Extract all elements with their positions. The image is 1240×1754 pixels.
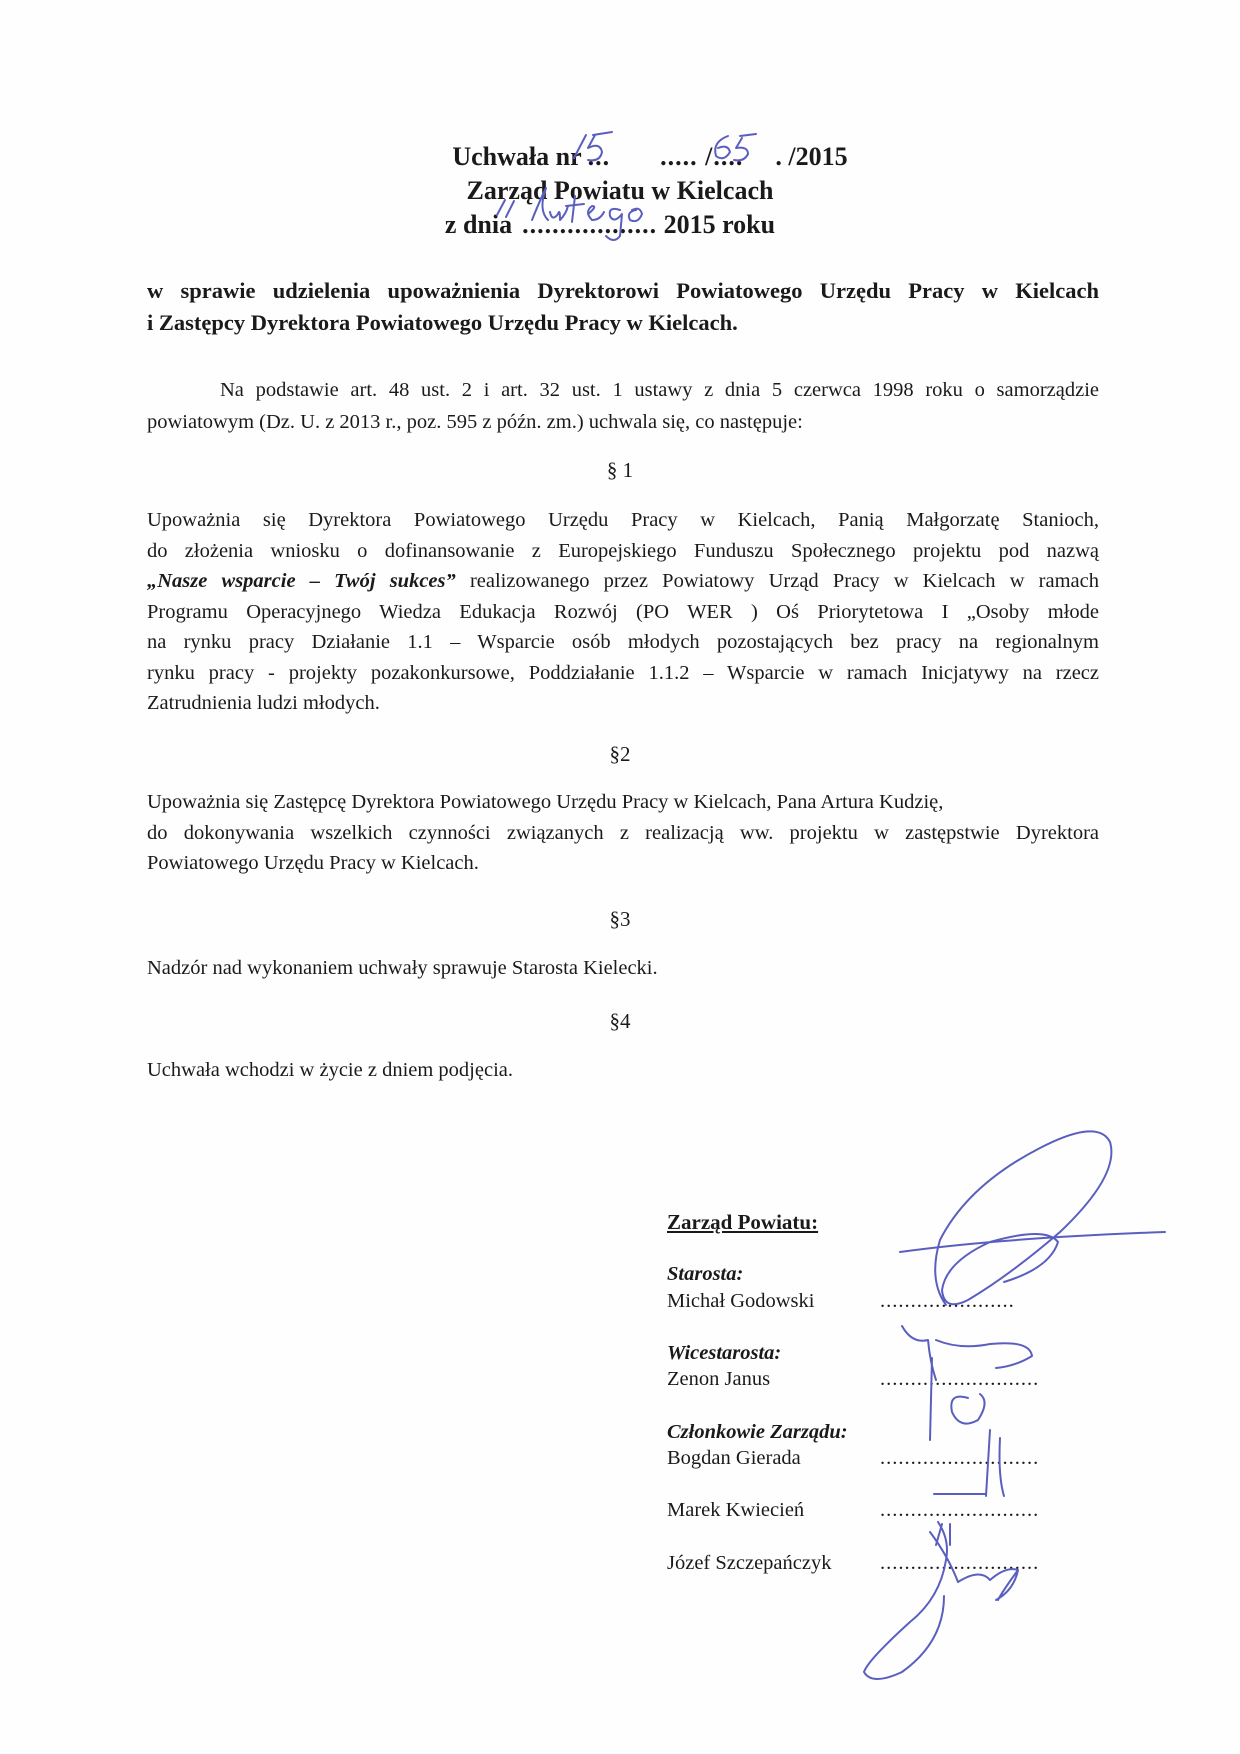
- member-gierada-name: Bogdan Gierada: [667, 1447, 801, 1469]
- wicestarosta-role: Wicestarosta:: [667, 1342, 782, 1364]
- section-1-line-3-rest: realizowanego przez Powiatowy Urząd Pracy w Kielcach w ramach: [455, 570, 1099, 592]
- member-szczepanczyk-name: Józef Szczepańczyk: [667, 1552, 832, 1574]
- date-dots: ..................: [522, 210, 658, 239]
- section-3-heading: §3: [609, 907, 631, 931]
- section-1-line-7: Zatrudnienia ludzi młodych.: [147, 692, 380, 714]
- resolution-subject: [147, 275, 1099, 339]
- basis-line-1: Na podstawie art. 48 ust. 2 i art. 32 ust. 1 ustawy z dnia 5 czerwca 1998 roku o samorządzie: [220, 379, 1099, 401]
- section-1-line-4: Programu Operacyjnego Wiedza Edukacja Rozwój (PO WER ) Oś Priorytetowa I „Osoby młode: [147, 600, 1099, 623]
- section-1-line-1: Upoważnia się Dyrektora Powiatowego Urzędu Pracy w Kielcach, Panią Małgorzatę Stanioch,: [147, 509, 1099, 531]
- member-szczepanczyk-signature-line: ..........................: [880, 1552, 1040, 1574]
- section-1-heading: § 1: [606, 458, 634, 482]
- starosta-name: Michał Godowski: [667, 1290, 815, 1312]
- subject-line-2: i Zastępcy Dyrektora Powiatowego Urzędu Pracy w Kielcach.: [147, 310, 738, 335]
- section-2-line-1: Upoważnia się Zastępcę Dyrektora Powiatowego Urzędu Pracy w Kielcach, Pana Artura Kudzię,: [147, 791, 944, 813]
- section-2-line-3: Powiatowego Urzędu Pracy w Kielcach.: [147, 852, 479, 874]
- date-prefix: z dnia: [444, 210, 513, 239]
- board-members-role: Członkowie Zarządu:: [667, 1421, 848, 1443]
- resolution-date-line: [0, 210, 1230, 240]
- section-3-body: [147, 953, 1099, 984]
- section-1-line-5: na rynku pracy Działanie 1.1 – Wsparcie osób młodych pozostających bez pracy na regionalnym: [147, 631, 1099, 653]
- section-2-line-2: do dokonywania wszelkich czynności związanych z realizacją ww. projektu w zastępstwie Dyrektora: [147, 821, 1099, 844]
- resolution-number-prefix: Uchwała nr: [452, 142, 582, 171]
- wicestarosta-name: Zenon Janus: [667, 1368, 771, 1390]
- starosta-role: Starosta:: [667, 1263, 744, 1285]
- section-3-line-1: Nadzór nad wykonaniem uchwały sprawuje Starosta Kielecki.: [147, 957, 658, 979]
- signature-starosta: [900, 1131, 1165, 1305]
- member-kwiecien-name: Marek Kwiecień: [667, 1499, 805, 1521]
- section-1-body: [147, 505, 1099, 719]
- section-4-heading: §4: [609, 1009, 631, 1033]
- date-suffix: 2015 roku: [663, 210, 776, 239]
- member-kwiecien-signature-line: ..........................: [880, 1499, 1040, 1521]
- section-4-body: [147, 1055, 1099, 1086]
- resolution-number-dots-a: ...: [587, 142, 611, 171]
- resolution-number-suffix: . /2015: [775, 142, 848, 171]
- board-title: Zarząd Powiatu:: [667, 1210, 819, 1234]
- section-2-body: [147, 787, 1099, 879]
- basis-line-2: powiatowym (Dz. U. z 2013 r., poz. 595 z późn. zm.) uchwala się, co następuje:: [147, 411, 803, 433]
- signature-szczepanczyk-marks: [936, 1524, 950, 1545]
- section-1-line-2: do złożenia wniosku o dofinansowanie z Europejskiego Funduszu Społecznego projektu pod nazwą: [147, 539, 1099, 562]
- wicestarosta-signature-line: ..........................: [880, 1368, 1040, 1390]
- resolution-number-line: [30, 142, 1240, 172]
- subject-line-1: w sprawie udzielenia upoważnienia Dyrektorowi Powiatowego Urzędu Pracy w Kielcach: [147, 278, 1099, 303]
- signature-szczepanczyk: [864, 1522, 1018, 1679]
- section-4-line-1: Uchwała wchodzi w życie z dniem podjęcia.: [147, 1059, 513, 1081]
- legal-basis: [147, 374, 1099, 438]
- starosta-signature-line: ......................: [880, 1290, 1015, 1312]
- project-name: „Nasze wsparcie – Twój sukces”: [147, 570, 456, 592]
- section-1-line-6: rynku pracy - projekty pozakonkursowe, Poddziałanie 1.1.2 – Wsparcie w ramach Inicjatywy na rzecz: [147, 661, 1099, 684]
- issuer-line: Zarząd Powiatu w Kielcach: [466, 176, 774, 205]
- member-gierada-signature-line: ..........................: [880, 1447, 1040, 1469]
- resolution-number-dots-b: ..... /....: [660, 142, 744, 171]
- section-2-heading: §2: [609, 742, 631, 766]
